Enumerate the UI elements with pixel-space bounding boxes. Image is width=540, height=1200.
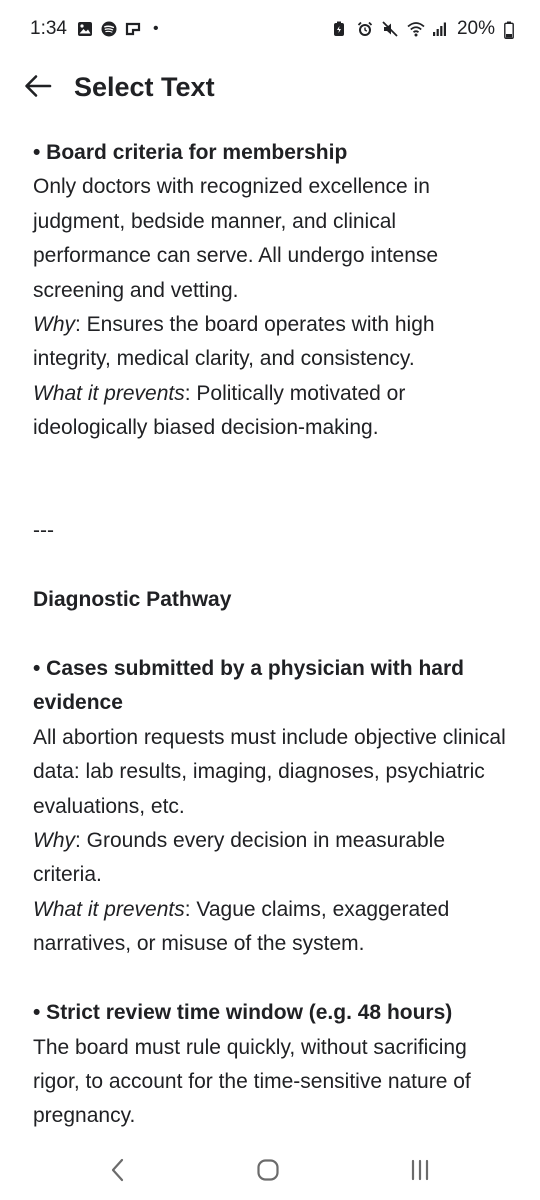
arrow-left-icon (24, 74, 52, 103)
prevents-label: What it prevents (33, 897, 185, 921)
why-line-board-criteria (33, 308, 513, 377)
section-heading-cases-submitted: • Cases submitted by a physician with hard evidence (33, 657, 464, 715)
selectable-text-content[interactable] (33, 136, 513, 1134)
why-label: Why (33, 829, 75, 853)
section-heading-review-window: • Strict review time window (e.g. 48 hours) (33, 1001, 453, 1025)
nav-recents-button[interactable] (402, 1154, 438, 1190)
why-text: : Grounds every decision in measurable criteria. (33, 829, 446, 887)
nav-recents-icon (408, 1159, 432, 1186)
section-heading-board-criteria: • Board criteria for membership (33, 141, 348, 164)
divider-text: --- (33, 519, 54, 543)
battery-percent: 20% (456, 18, 495, 39)
nav-home-icon (256, 1158, 280, 1187)
wifi-icon (407, 21, 423, 37)
why-text: : Ensures the board operates with high integrity, medical clarity, and consistency. (33, 313, 435, 371)
why-label: Why (33, 313, 75, 337)
app-bar (0, 62, 540, 112)
spacer (33, 962, 513, 996)
spacer (33, 446, 513, 515)
diagnostic-pathway-heading: Diagnostic Pathway (33, 588, 232, 612)
page-title: Select Text (74, 72, 215, 102)
prevents-line-board-criteria (33, 377, 513, 446)
why-line-cases-submitted (33, 824, 513, 893)
nav-back-icon (110, 1158, 126, 1187)
spacer (33, 549, 513, 583)
gallery-icon (77, 21, 93, 37)
signal-icon (432, 21, 448, 37)
prevents-text: : Vague claims, exaggerated narratives, or misuse of the system. (33, 897, 450, 956)
battery-icon (504, 21, 514, 37)
section-body-cases-submitted: All abortion requests must include objective clinical data: lab results, imaging, diagnoses, psychiatric evaluations, etc. (33, 725, 506, 818)
section-body-board-criteria: Only doctors with recognized excellence in judgment, bedside manner, and clinical performance can serve. All undergo intense screening and vetting. (33, 175, 439, 302)
nav-back-button[interactable] (100, 1154, 136, 1190)
status-bar (0, 0, 540, 62)
spacer (33, 618, 513, 652)
spotify-icon (101, 21, 117, 37)
battery-saver-icon (332, 21, 348, 37)
status-left (30, 18, 159, 40)
status-dot: • (152, 20, 159, 37)
status-right (332, 18, 514, 40)
navigation-bar (0, 1142, 540, 1200)
section-body-review-window: The board must rule quickly, without sacrificing rigor, to account for the time-sensitive nature of pregnancy. (33, 1035, 471, 1128)
mute-icon (382, 21, 398, 37)
prevents-label: What it prevents (33, 381, 185, 405)
back-button[interactable] (20, 70, 56, 106)
prevents-text: : Politically motivated or ideologically biased decision-making. (33, 381, 406, 440)
status-time: 1:34 (30, 18, 67, 39)
prevents-line-cases-submitted (33, 893, 513, 962)
cast-icon (125, 21, 141, 37)
nav-home-button[interactable] (250, 1154, 286, 1190)
alarm-icon (357, 21, 373, 37)
